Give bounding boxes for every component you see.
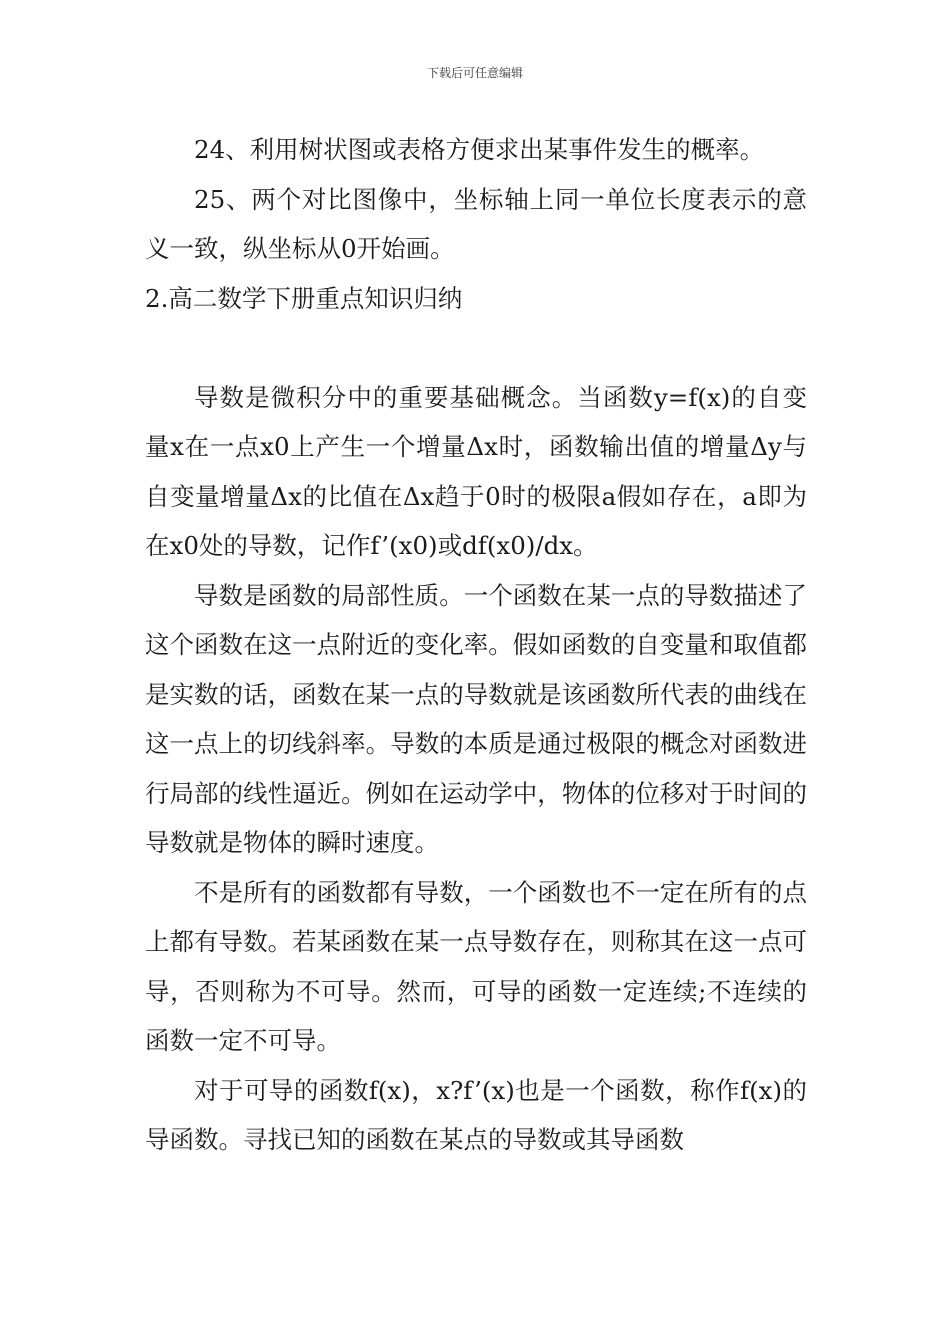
paragraph-derivative-local-property: 导数是函数的局部性质。一个函数在某一点的导数描述了这个函数在这一点附近的变化率。假如函数的自变量和取值都是实数的话，函数在某一点的导数就是该函数所代表的曲线在这一点上的切线斜率。导数的本质是通过极限的概念对函数进行局部的线性逼近。例如在运动学中，物体的位移对于时间的导数就是物体的瞬时速度。 [145, 580, 807, 857]
section-title: 2.高二数学下册重点知识归纳 [145, 283, 463, 313]
paragraph-item-24: 24、利用树状图或表格方便求出某事件发生的概率。 [194, 135, 765, 164]
paragraph-derivative-definition: 导数是微积分中的重要基础概念。当函数y=f(x)的自变量x在一点x0上产生一个增量Δx时，函数输出值的增量Δy与自变量增量Δx的比值在Δx趋于0时的极限a假如存在，a即为在x0处的导数，记作f’(x0)或df(x0)/dx。 [145, 382, 807, 560]
paragraph-derivative-function: 对于可导的函数f(x)，x?f’(x)也是一个函数，称作f(x)的导函数。寻找已知的函数在某点的导数或其导函数 [145, 1075, 807, 1154]
blank-line [145, 323, 807, 373]
document-body [145, 125, 807, 1165]
paragraph-item-25: 25、两个对比图像中，坐标轴上同一单位长度表示的意义一致，纵坐标从0开始画。 [145, 184, 807, 263]
paragraph-differentiability: 不是所有的函数都有导数，一个函数也不一定在所有的点上都有导数。若某函数在某一点导数存在，则称其在这一点可导，否则称为不可导。然而，可导的函数一定连续;不连续的函数一定不可导。 [145, 877, 807, 1055]
page-header: 下载后可任意编辑 [426, 66, 523, 80]
